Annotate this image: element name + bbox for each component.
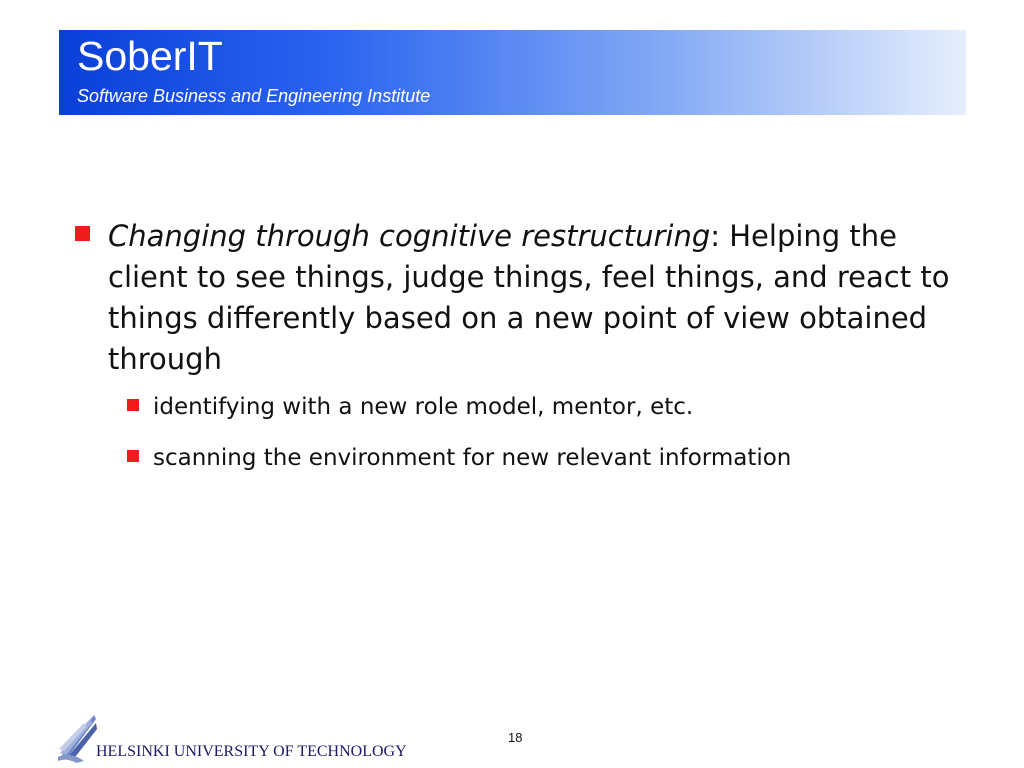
sub-bullet-text: scanning the environment for new relevant information	[153, 445, 792, 471]
sub-bullet-item	[125, 388, 972, 426]
main-bullet-emphasis: Changing through cognitive restructuring	[108, 219, 711, 253]
sub-bullet-text: identifying with a new role model, mentor, etc.	[153, 394, 694, 420]
page-number: 18	[508, 730, 523, 745]
square-bullet-icon	[75, 226, 90, 241]
sub-bullet-list	[72, 388, 972, 477]
header-banner	[59, 30, 966, 115]
square-bullet-icon	[127, 450, 139, 462]
main-bullet-text: : Helping the client to see things, judge things, feel things, and react to things differently based on a new point of view obtained through	[108, 219, 950, 376]
sub-bullet-item	[125, 439, 972, 477]
institution-name: HELSINKI UNIVERSITY OF TECHNOLOGY	[96, 743, 407, 760]
slide-content	[72, 216, 972, 490]
square-bullet-icon	[127, 399, 139, 411]
brand-subtitle: Software Business and Engineering Institute	[77, 86, 431, 106]
university-wing-logo-icon	[56, 713, 98, 763]
brand-title: SoberIT	[77, 33, 223, 79]
main-bullet	[72, 216, 972, 380]
